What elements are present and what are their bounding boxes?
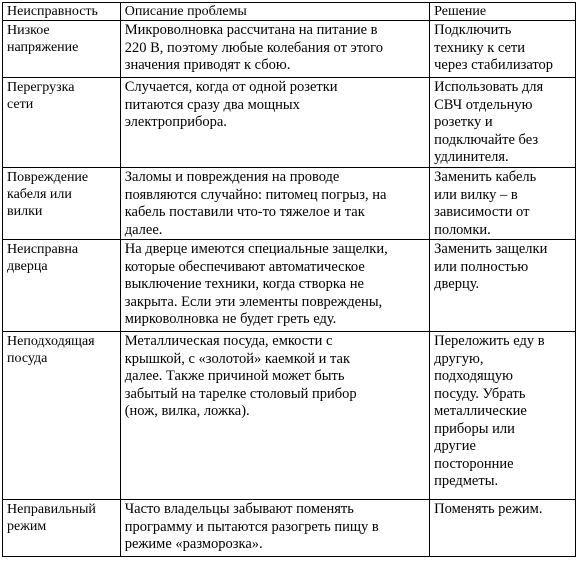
solution-cell (430, 332, 576, 500)
description-cell (120, 500, 429, 557)
description-cell (120, 21, 429, 78)
header-fault: Неисправность (3, 3, 121, 21)
table-row (3, 78, 576, 168)
solution-text: Заменить кабель или вилку – в зависимости от поломки. (434, 169, 537, 238)
description-text: Микроволновка рассчитана на питание в 220 В, поэтому любые колебания от этого значения приводят к сбою. (124, 22, 383, 73)
solution-text: Использовать для СВЧ отдельную розетку и подключайте без удлинителя. (434, 79, 544, 165)
fault-cell (3, 500, 121, 557)
header-solution: Решение (430, 3, 576, 21)
table-row (3, 240, 576, 332)
fault-text: Неисправна дверца (7, 242, 79, 274)
fault-text: Перегрузка сети (7, 80, 75, 112)
fault-cell (3, 240, 121, 332)
solution-cell (430, 21, 576, 78)
header-row (3, 3, 576, 21)
solution-text: Переложить еду в другую, подходящую посуду. Убрать металлические приборы или другие посторонние предметы. (434, 333, 545, 489)
table-row (3, 21, 576, 78)
troubleshooting-table (2, 2, 576, 557)
header-description: Описание проблемы (120, 3, 429, 21)
fault-text: Неправильный режим (7, 502, 96, 534)
solution-cell (430, 78, 576, 168)
fault-text: Неподходящая посуда (7, 334, 95, 366)
description-text: Случается, когда от одной розетки питаются сразу два мощных электроприбора. (124, 79, 338, 130)
fault-cell (3, 78, 121, 168)
description-text: Металлическая посуда, емкости с крышкой, с «золотой» каемкой и так далее. Также причиной может быть забытый на тарелке столовый прибор (нож, вилка, ложка). (124, 333, 357, 419)
fault-cell (3, 168, 121, 240)
table-row (3, 168, 576, 240)
description-cell (120, 78, 429, 168)
description-text: Заломы и повреждения на проводе появляются случайно: питомец погрыз, на кабель поставили что-то тяжелое и так далее. (124, 169, 387, 238)
document (2, 2, 576, 557)
solution-text: Заменить защелки или полностью дверцу. (434, 241, 548, 292)
description-cell (120, 332, 429, 500)
solution-text: Поменять режим. (434, 501, 543, 517)
description-text: На дверце имеются специальные защелки, которые обеспечивают автоматическое выключение техники, когда створка не закрыта. Если эти элементы повреждены, мирковолновка не будет греть еду. (124, 241, 388, 327)
solution-text: Подключить технику к сети через стабилизатор (434, 22, 554, 73)
solution-cell (430, 500, 576, 557)
table-row (3, 332, 576, 500)
description-cell (120, 168, 429, 240)
fault-text: Повреждение кабеля или вилки (7, 170, 89, 219)
table-row (3, 500, 576, 557)
fault-cell (3, 332, 121, 500)
solution-cell (430, 240, 576, 332)
fault-cell (3, 21, 121, 78)
description-cell (120, 240, 429, 332)
description-text: Часто владельцы забывают поменять программу и пытаются разогреть пищу в режиме «разморозка». (124, 501, 379, 552)
fault-text: Низкое напряжение (7, 23, 79, 55)
solution-cell (430, 168, 576, 240)
